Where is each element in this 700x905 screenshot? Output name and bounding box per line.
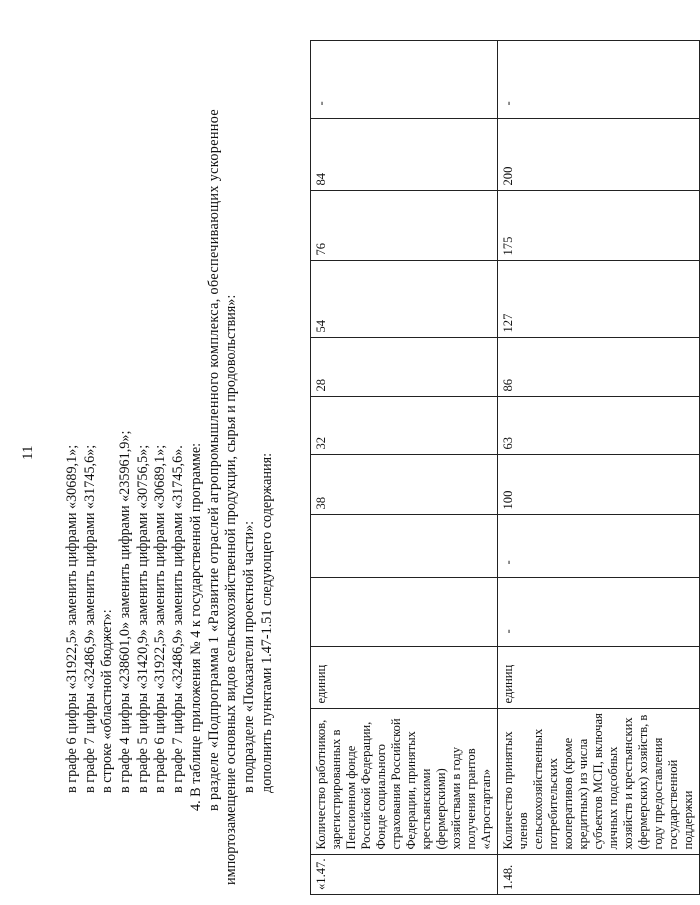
value-cell: 32 [311, 396, 498, 454]
value-cell: 28 [311, 337, 498, 396]
unit-cell: единиц [311, 646, 498, 708]
value-cell: 84 [311, 118, 498, 190]
body-line: в подразделе «Показатели проектной части»: [240, 520, 257, 793]
value-cell: - [311, 40, 498, 118]
document-body [64, 25, 276, 885]
value-cell [311, 514, 498, 577]
page-number: 11 [20, 445, 36, 460]
table-row [311, 40, 498, 894]
body-line: в разделе «Подпрограмма 1 «Развитие отраслей агропромышленного комплекса, обеспечивающих ускоренное [205, 109, 222, 811]
value-cell: 100 [498, 454, 700, 514]
body-line: в графе 7 цифры «32486,9» заменить цифрами «31745,6». [170, 445, 187, 793]
body-line: в графе 5 цифры «31420,9» заменить цифрами «30756,5»; [134, 444, 151, 793]
value-cell [311, 577, 498, 646]
unit-cell: единиц [498, 646, 700, 708]
body-line: в графе 7 цифры «32486,9» заменить цифрами «31745,6»; [81, 444, 98, 793]
body-line: в строке «областной бюджет»: [99, 609, 116, 793]
row-number: 1.48. [498, 854, 700, 894]
value-cell: 175 [498, 190, 700, 260]
value-cell: 38 [311, 454, 498, 514]
indicator-name: Количество принятых членов сельскохозяйственных потребительских кооперативов (кроме кредитных) из числа субъектов МСП, включая личных подсобных хозяйств и крестьянских (фермерских) хозяйств, в году предоставления государственной поддержки [498, 708, 700, 854]
value-cell: 63 [498, 396, 700, 454]
body-line: импортозамещение основных видов сельскохозяйственной продукции, сырья и продовольствия»: [223, 294, 240, 885]
body-line: в графе 6 цифры «31922,5» заменить цифрами «30689,1»; [152, 444, 169, 793]
body-line: в графе 4 цифры «238601,0» заменить цифрами «235961,9»; [117, 430, 134, 793]
value-cell: 200 [498, 118, 700, 190]
body-line: дополнить пунктами 1.47-1.51 следующего содержания: [258, 452, 275, 793]
value-cell: - [498, 40, 700, 118]
value-cell: 86 [498, 337, 700, 396]
value-cell: - [498, 577, 700, 646]
value-cell: 54 [311, 260, 498, 337]
indicators-table [310, 40, 700, 895]
table-row [498, 40, 700, 894]
value-cell: 76 [311, 190, 498, 260]
value-cell: - [498, 514, 700, 577]
indicator-name: Количество работников, зарегистрированных в Пенсионном фонде Российской Федерации, Фонде социального страхования Российской Федерации, принятых крестьянскими (фермерскими) хозяйствами в году получения грантов «Агростартап» [311, 708, 498, 854]
body-line: 4. В таблице приложения № 4 к государственной программе: [187, 442, 204, 811]
body-line: в графе 6 цифры «31922,5» заменить цифрами «30689,1»; [64, 444, 80, 793]
value-cell: 127 [498, 260, 700, 337]
row-number: «1.47. [311, 854, 498, 894]
